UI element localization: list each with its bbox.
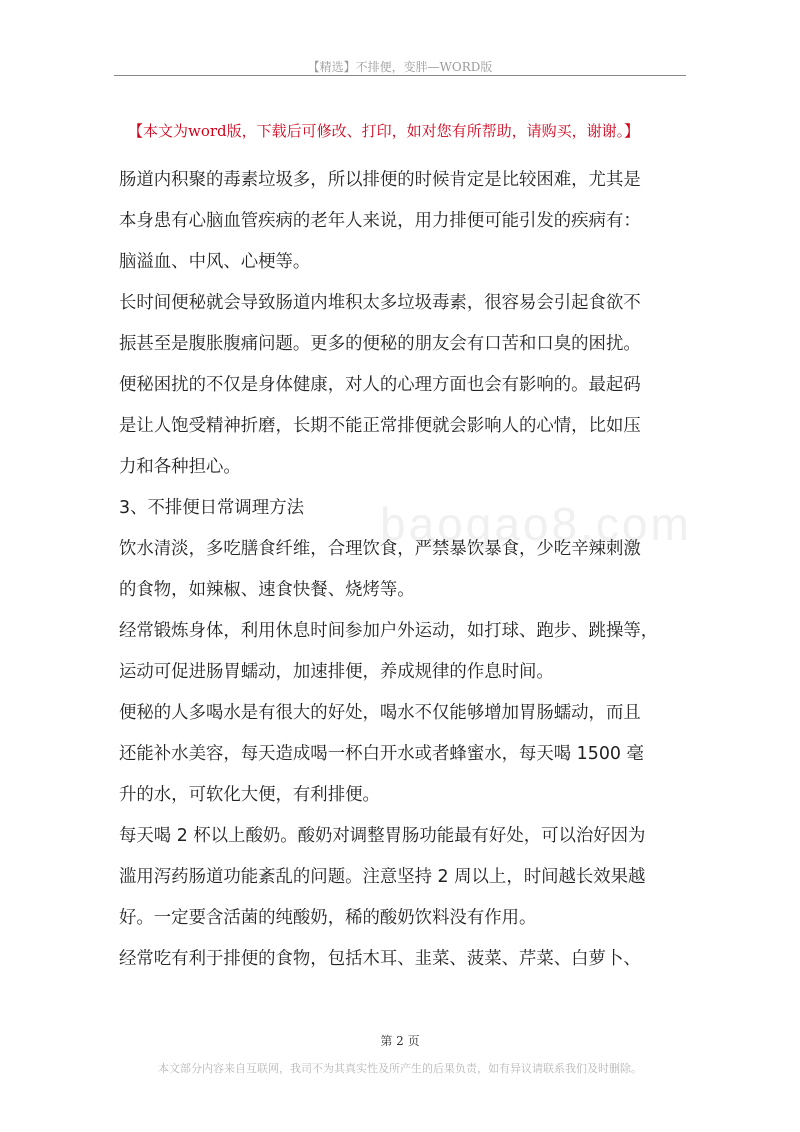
- body-line: 是让人饱受精神折磨，长期不能正常排便就会影响人的心情，比如压: [119, 416, 641, 436]
- body-line: 本身患有心脑血管疾病的老年人来说，用力排便可能引发的疾病有：: [119, 211, 641, 231]
- body-line: 升的水，可软化大便，有利排便。: [119, 785, 380, 805]
- body-line: 还能补水美容，每天造成喝一杯白开水或者蜂蜜水，每天喝 1500 毫: [119, 744, 644, 764]
- page-header: 【精选】不排便，变胖—WORD版: [307, 60, 493, 74]
- watermark: baogao8.com: [380, 498, 692, 550]
- body-line: 振甚至是腹胀腹痛问题。更多的便秘的朋友会有口苦和口臭的困扰。: [119, 334, 641, 354]
- body-line: 经常锻炼身体，利用休息时间参加户外运动，如打球、跑步、跳操等，: [119, 621, 659, 641]
- body-line: 饮水清淡，多吃膳食纤维，合理饮食，严禁暴饮暴食，少吃辛辣刺激: [119, 539, 641, 559]
- document-body: [119, 160, 681, 980]
- body-line: 经常吃有利于排便的食物，包括木耳、韭菜、菠菜、芹菜、白萝卜、: [119, 949, 641, 969]
- body-line: 便秘困扰的不仅是身体健康，对人的心理方面也会有影响的。最起码: [119, 375, 641, 395]
- download-notice: 【本文为word版，下载后可修改、打印，如对您有所帮助，请购买，谢谢。】: [128, 122, 640, 140]
- page-number: 第 2 页: [380, 1034, 420, 1048]
- body-line: 的食物，如辣椒、速食快餐、烧烤等。: [119, 580, 415, 600]
- section-heading: 3、不排便日常调理方法: [119, 498, 304, 518]
- body-line: 便秘的人多喝水是有很大的好处，喝水不仅能够增加胃肠蠕动，而且: [119, 703, 641, 723]
- body-line: 运动可促进肠胃蠕动，加速排便，养成规律的作息时间。: [119, 662, 554, 682]
- footer-disclaimer: 本文部分内容来自互联网，我司不为其真实性及所产生的后果负责，如有异议请联系我们及时删除。: [158, 1062, 642, 1075]
- body-line: 力和各种担心。: [119, 457, 241, 477]
- body-line: 脑溢血、中风、心梗等。: [119, 252, 311, 272]
- body-line: 滥用泻药肠道功能紊乱的问题。注意坚持 2 周以上，时间越长效果越: [119, 867, 646, 887]
- body-line: 长时间便秘就会导致肠道内堆积太多垃圾毒素，很容易会引起食欲不: [119, 293, 641, 313]
- body-line: 好。一定要含活菌的纯酸奶，稀的酸奶饮料没有作用。: [119, 908, 537, 928]
- header-divider: [114, 75, 686, 76]
- body-line: 每天喝 2 杯以上酸奶。酸奶对调整胃肠功能最有好处，可以治好因为: [119, 826, 646, 846]
- body-line: 肠道内积聚的毒素垃圾多，所以排便的时候肯定是比较困难，尤其是: [119, 170, 641, 190]
